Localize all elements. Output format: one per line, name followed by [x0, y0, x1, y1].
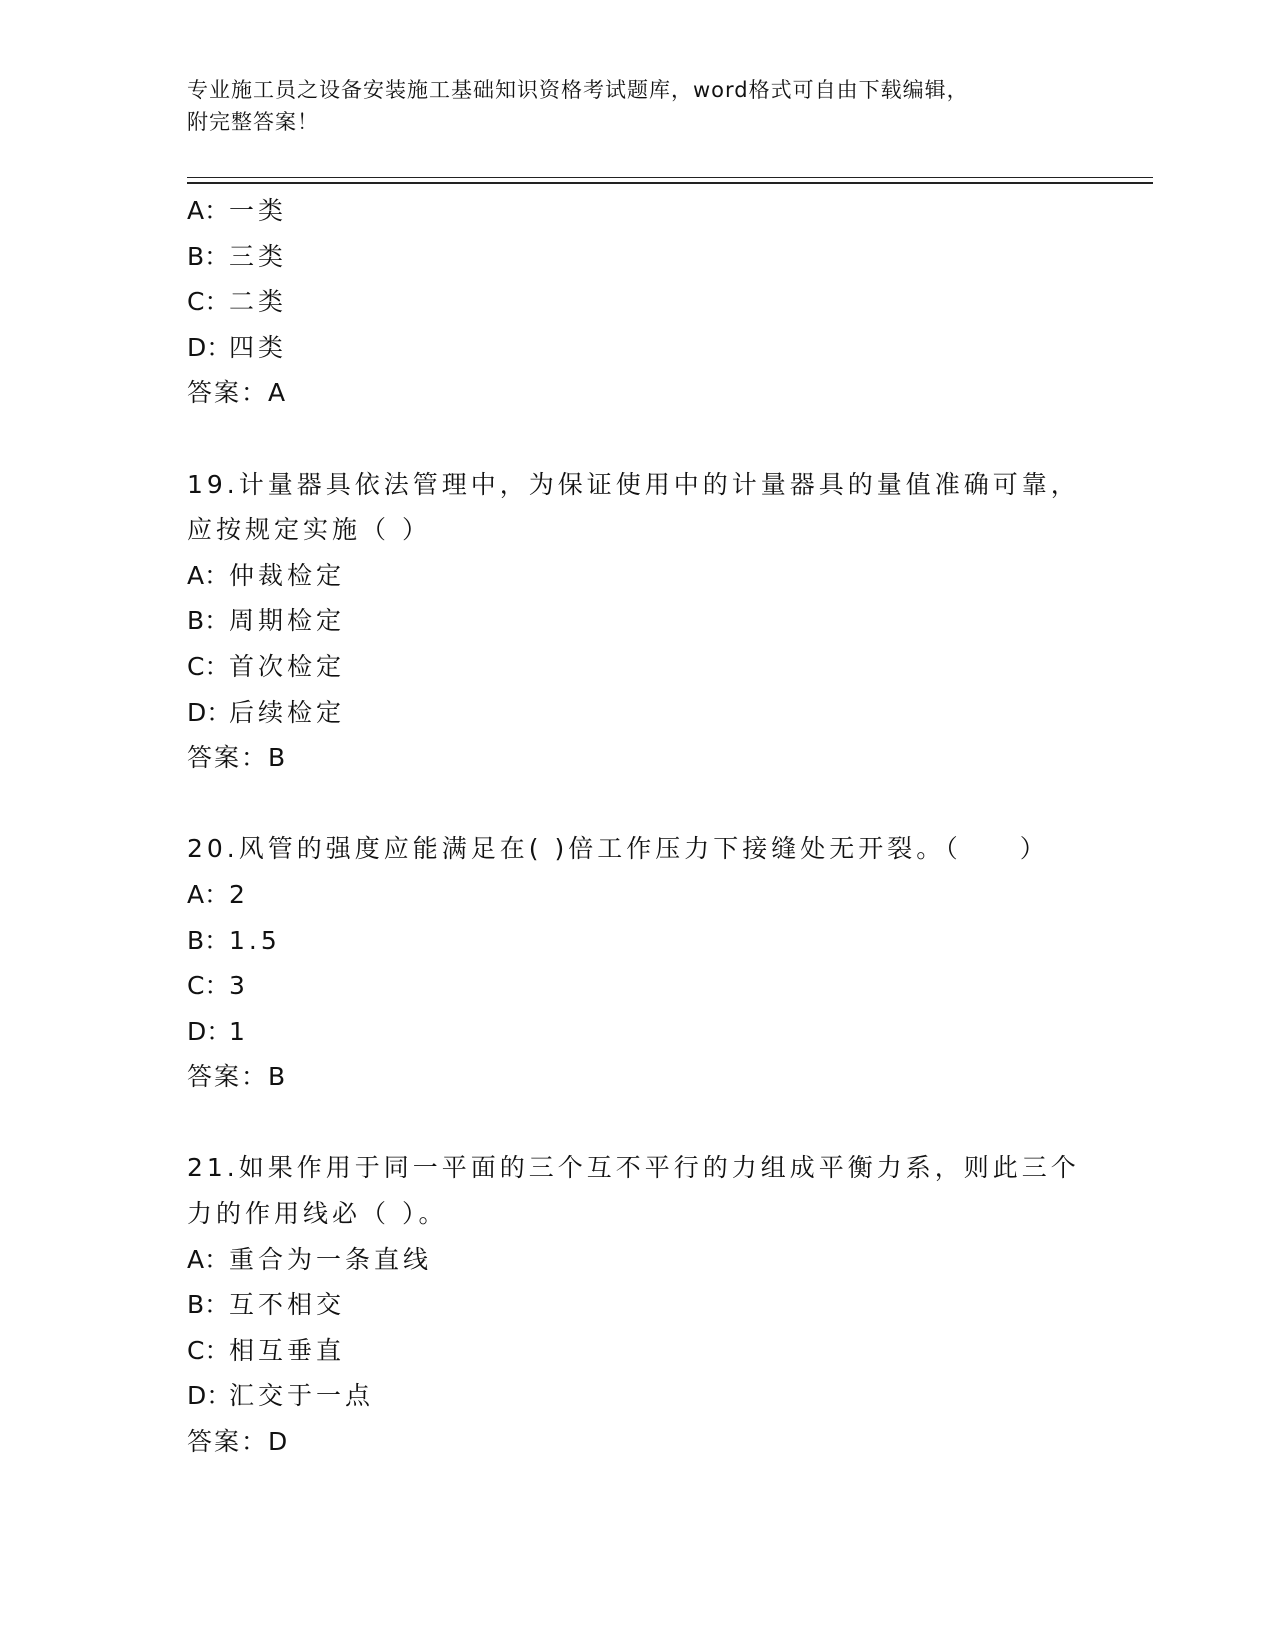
option-c — [187, 644, 1087, 690]
option-text: 周期检定 — [229, 606, 346, 636]
answer-line: 答案：B — [187, 1062, 288, 1092]
document-header — [187, 74, 1087, 138]
answer-line: 答案：B — [187, 743, 288, 773]
option-text: 汇交于一点 — [229, 1381, 375, 1411]
question-list — [187, 188, 1087, 1465]
answer-line: 答案：D — [187, 1427, 290, 1457]
option-text: 重合为一条直线 — [229, 1244, 433, 1274]
question-stem-line-2: 应按规定实施（ ） — [187, 515, 431, 545]
option-d — [187, 325, 1087, 371]
option-letter: A： — [187, 560, 230, 590]
option-text: 相互垂直 — [229, 1335, 346, 1365]
option-letter: C： — [187, 1335, 230, 1365]
question-stem-line-1: 20.风管的强度应能满足在( )倍工作压力下接缝处无开裂。（ ） — [187, 834, 1049, 864]
option-text: 互不相交 — [229, 1290, 346, 1320]
option-b — [187, 234, 1087, 280]
option-c — [187, 1328, 1087, 1374]
option-text: 3 — [229, 971, 249, 1001]
spacer — [187, 416, 1087, 462]
option-d — [187, 1009, 1087, 1055]
option-b — [187, 598, 1087, 644]
question-21 — [187, 1145, 1087, 1464]
header-rule-thin — [187, 177, 1153, 178]
header-line-2: 附完整答案！ — [187, 110, 319, 134]
option-a — [187, 1237, 1087, 1283]
question-20 — [187, 826, 1087, 1100]
spacer — [187, 781, 1087, 827]
option-text: 三类 — [229, 241, 288, 271]
option-letter: D： — [187, 332, 232, 362]
header-rule-thick — [187, 182, 1153, 184]
option-letter: B： — [187, 1290, 230, 1320]
option-text: 1 — [229, 1016, 249, 1046]
option-text: 二类 — [229, 287, 288, 317]
option-text: 后续检定 — [229, 697, 346, 727]
option-letter: B： — [187, 241, 230, 271]
option-c — [187, 279, 1087, 325]
question-19 — [187, 462, 1087, 781]
option-b — [187, 918, 1087, 964]
option-d — [187, 690, 1087, 736]
option-letter: C： — [187, 287, 230, 317]
option-text: 1.5 — [229, 925, 281, 955]
option-text: 四类 — [229, 332, 288, 362]
option-text: 仲裁检定 — [229, 560, 346, 590]
option-text: 首次检定 — [229, 651, 346, 681]
option-text: 2 — [229, 879, 249, 909]
option-letter: A： — [187, 879, 230, 909]
question-stem-line-1: 21.如果作用于同一平面的三个互不平行的力组成平衡力系，则此三个 — [187, 1153, 1080, 1183]
option-text: 一类 — [229, 196, 288, 225]
prev-question — [187, 188, 1087, 416]
option-letter: A： — [187, 196, 230, 225]
option-letter: A： — [187, 1244, 230, 1274]
option-b — [187, 1282, 1087, 1328]
option-letter: C： — [187, 651, 230, 681]
option-c — [187, 963, 1087, 1009]
question-stem-line-2: 力的作用线必（ ）。 — [187, 1199, 448, 1229]
option-letter: B： — [187, 606, 230, 636]
option-letter: D： — [187, 1016, 232, 1046]
option-letter: D： — [187, 697, 232, 727]
option-letter: B： — [187, 925, 230, 955]
option-a — [187, 188, 1087, 234]
header-line-1: 专业施工员之设备安装施工基础知识资格考试题库，word格式可自由下载编辑， — [187, 78, 969, 102]
question-stem-line-1: 19.计量器具依法管理中，为保证使用中的计量器具的量值准确可靠， — [187, 469, 1080, 499]
spacer — [187, 1100, 1087, 1146]
option-a — [187, 553, 1087, 599]
answer-line: 答案：A — [187, 378, 288, 408]
option-letter: D： — [187, 1381, 232, 1411]
option-d — [187, 1373, 1087, 1419]
option-a — [187, 872, 1087, 918]
option-letter: C： — [187, 971, 230, 1001]
